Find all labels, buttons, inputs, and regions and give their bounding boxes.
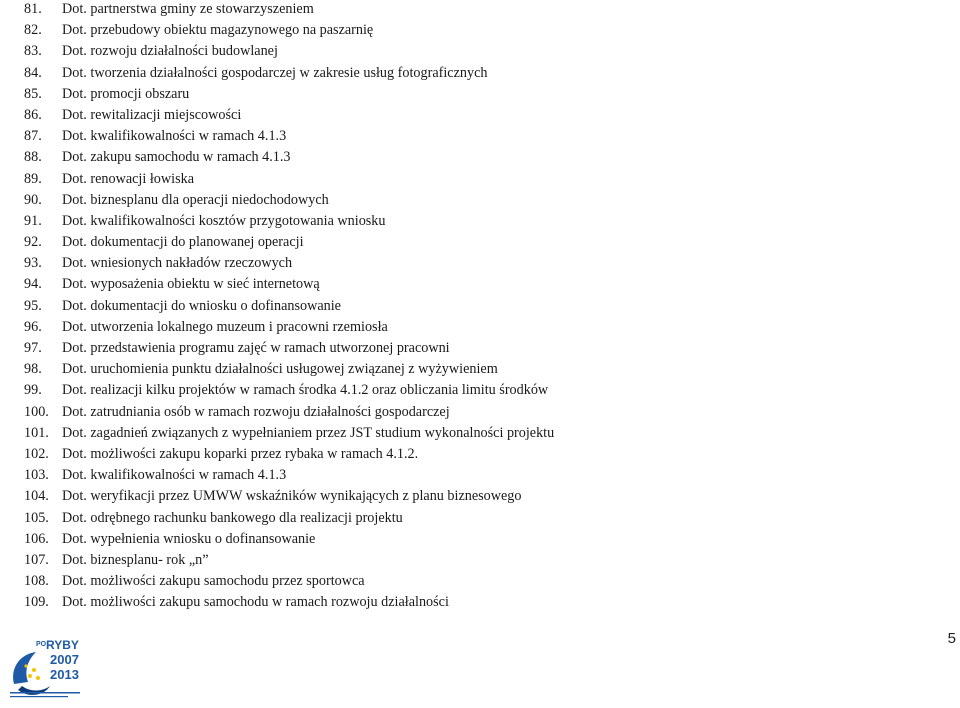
list-item: [24, 105, 554, 126]
list-item-text: Dot. promocji obszaru: [62, 85, 190, 102]
list-item-number: 107.: [24, 551, 49, 568]
document-list: [24, 0, 554, 613]
list-item-number: 88.: [24, 149, 42, 166]
logo-underline: [10, 692, 80, 694]
list-item: [24, 359, 554, 380]
list-item-number: 104.: [24, 488, 49, 505]
list-item-number: 99.: [24, 382, 42, 399]
list-item-number: 100.: [24, 403, 49, 420]
list-item-number: 85.: [24, 85, 42, 102]
list-item: [24, 486, 554, 507]
list-item-number: 105.: [24, 509, 49, 526]
list-item-text: Dot. możliwości zakupu samochodu przez sportowca: [62, 573, 365, 590]
list-item: [24, 169, 554, 190]
list-item: [24, 571, 554, 592]
list-item-number: 81.: [24, 1, 42, 17]
list-item-text: Dot. rewitalizacji miejscowości: [62, 106, 242, 123]
list-item: [24, 0, 554, 20]
list-item-text: Dot. przebudowy obiektu magazynowego na paszarnię: [62, 22, 374, 39]
list-item-number: 97.: [24, 340, 42, 356]
list-item-number: 90.: [24, 191, 42, 208]
list-item-number: 109.: [24, 594, 49, 611]
list-item: [24, 338, 554, 359]
list-item-number: 102.: [24, 445, 49, 462]
list-item: [24, 592, 554, 613]
list-item: [24, 232, 554, 253]
list-item-text: Dot. zagadnień związanych z wypełnianiem przez JST studium wykonalności projektu: [62, 424, 555, 441]
list-item-text: Dot. biznesplanu- rok „n”: [62, 551, 209, 568]
list-item-text: Dot. kwalifikowalności w ramach 4.1.3: [62, 128, 287, 145]
list-item: [24, 211, 554, 232]
list-item-text: Dot. tworzenia działalności gospodarczej w zakresie usług fotograficznych: [62, 64, 488, 81]
list-item-number: 83.: [24, 43, 42, 60]
list-item: [24, 402, 554, 423]
list-item-text: Dot. wniesionych nakładów rzeczowych: [62, 255, 293, 272]
list-item: [24, 550, 554, 571]
list-item: [24, 63, 554, 84]
list-item: [24, 20, 554, 41]
list-item-number: 86.: [24, 106, 42, 123]
list-item: [24, 423, 554, 444]
list-item-text: Dot. kwalifikowalności w ramach 4.1.3: [62, 467, 287, 484]
list-item-number: 95.: [24, 297, 42, 314]
list-item-text: Dot. rozwoju działalności budowlanej: [62, 43, 278, 60]
list-item-text: Dot. zatrudniania osób w ramach rozwoju działalności gospodarczej: [62, 403, 450, 420]
page-number: 5: [947, 630, 956, 647]
logo-swoosh-lower: [18, 686, 50, 695]
list-item-number: 84.: [24, 64, 42, 81]
list-item-text: Dot. kwalifikowalności kosztów przygotowania wniosku: [62, 212, 386, 229]
logo-underline-2: [10, 696, 68, 697]
list-item-number: 93.: [24, 255, 42, 272]
list-item-text: Dot. odrębnego rachunku bankowego dla realizacji projektu: [62, 509, 403, 526]
list-item: [24, 508, 554, 529]
list-item: [24, 529, 554, 550]
list-item-text: Dot. weryfikacji przez UMWW wskaźników wynikających z planu biznesowego: [62, 488, 522, 505]
list-item-number: 106.: [24, 530, 49, 547]
list-item: [24, 190, 554, 211]
list-item: [24, 253, 554, 274]
list-item: [24, 84, 554, 105]
po-ryby-logo: [6, 632, 102, 704]
list-item-number: 101.: [24, 424, 49, 441]
logo-text-ryby: RYBY: [46, 638, 79, 652]
list-item-text: Dot. wypełnienia wniosku o dofinansowanie: [62, 530, 316, 547]
list-item: [24, 465, 554, 486]
list-item-text: Dot. renowacji łowiska: [62, 170, 194, 187]
list-item-text: Dot. wyposażenia obiektu w sieć internetową: [62, 276, 320, 293]
list-item-number: 96.: [24, 318, 42, 335]
list-item-number: 103.: [24, 467, 49, 484]
list-item-text: Dot. możliwości zakupu koparki przez rybaka w ramach 4.1.2.: [62, 445, 419, 462]
list-item-number: 108.: [24, 573, 49, 590]
list-item-text: Dot. utworzenia lokalnego muzeum i pracowni rzemiosła: [62, 318, 388, 335]
list-item-number: 87.: [24, 128, 42, 145]
list-item-text: Dot. zakupu samochodu w ramach 4.1.3: [62, 149, 291, 166]
list-item: [24, 317, 554, 338]
logo-text-2007: 2007: [50, 652, 79, 667]
list-item-number: 91.: [24, 212, 42, 229]
list-item: [24, 296, 554, 317]
logo-text-po: PO: [36, 641, 47, 648]
list-item-number: 94.: [24, 276, 42, 293]
list-item-text: Dot. dokumentacji do wniosku o dofinansowanie: [62, 297, 341, 314]
list-item: [24, 126, 554, 147]
list-item: [24, 41, 554, 62]
list-item: [24, 274, 554, 295]
logo-swoosh: [13, 652, 36, 684]
list-item: [24, 444, 554, 465]
list-item: [24, 147, 554, 168]
list-item-number: 92.: [24, 234, 42, 251]
logo-text-2013: 2013: [50, 667, 79, 682]
list-item-number: 82.: [24, 22, 42, 39]
list-item-text: Dot. dokumentacji do planowanej operacji: [62, 234, 304, 251]
list-item-number: 89.: [24, 170, 42, 187]
list-item-text: Dot. biznesplanu dla operacji niedochodowych: [62, 191, 329, 208]
list-item-number: 98.: [24, 361, 42, 378]
list-item-text: Dot. uruchomienia punktu działalności usługowej związanej z wyżywieniem: [62, 361, 498, 378]
list-item-text: Dot. możliwości zakupu samochodu w ramach rozwoju działalności: [62, 594, 449, 611]
list-item: [24, 380, 554, 401]
list-item-text: Dot. partnerstwa gminy ze stowarzyszeniem: [62, 1, 314, 17]
list-item-text: Dot. przedstawienia programu zajęć w ramach utworzonej pracowni: [62, 340, 450, 356]
list-item-text: Dot. realizacji kilku projektów w ramach środka 4.1.2 oraz obliczania limitu środków: [62, 382, 549, 399]
